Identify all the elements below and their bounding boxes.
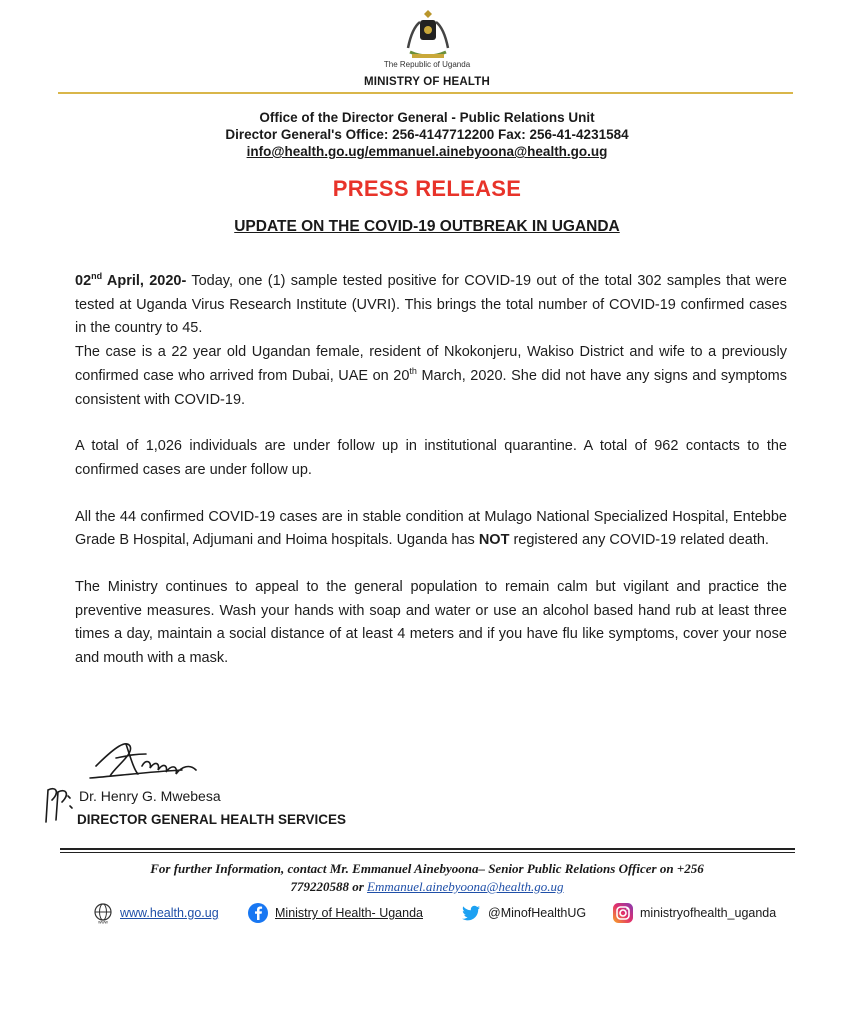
signature-icon — [86, 736, 226, 788]
release-date: 02nd April, 2020- — [75, 271, 187, 289]
footer-info-line-2: 779220588 or Emmanuel.ainebyoona@health.go.ug — [290, 879, 564, 894]
facebook-icon — [247, 902, 269, 924]
website-link[interactable] — [92, 900, 219, 926]
twitter-icon — [460, 902, 482, 924]
office-email-link[interactable]: info@health.go.ug/emmanuel.ainebyoona@health.go.ug — [246, 144, 608, 159]
twitter-link[interactable] — [460, 900, 586, 926]
paragraph-4: All the 44 confirmed COVID-19 cases are in stable condition at Mulago National Specialized Hospital, Entebbe Grade B Hospital, Adjumani and Hoima hospitals. Uganda has NOT registered any COVID-19 related death. — [75, 508, 787, 549]
signatory-name: Dr. Henry G. Mwebesa — [79, 788, 221, 804]
facebook-link[interactable] — [247, 900, 423, 926]
office-contact-block — [0, 109, 854, 160]
footer-contact-info — [0, 860, 854, 896]
coat-of-arms-icon — [402, 8, 454, 62]
paragraph-2: The case is a 22 year old Ugandan female, resident of Nkokonjeru, Wakiso District and wife to a previously confirmed case who arrived from Dubai, UAE on 20th March, 2020. She did not have any signs and symptoms consistent with COVID-19. — [75, 344, 787, 408]
header-divider — [58, 92, 793, 94]
facebook-label: Ministry of Health- Uganda — [275, 906, 423, 920]
footer-email-link[interactable]: Emmanuel.ainebyoona@health.go.ug — [367, 879, 564, 894]
office-line-2: Director General's Office: 256-4147712200 Fax: 256-41-4231584 — [225, 127, 629, 142]
release-body — [75, 270, 787, 671]
paragraph-3: A total of 1,026 individuals are under follow up in institutional quarantine. A total of 962 contacts to the confirmed cases are under follow up. — [75, 438, 787, 478]
instagram-label: ministryofhealth_uganda — [640, 906, 777, 920]
instagram-icon — [612, 902, 634, 924]
globe-icon — [92, 902, 114, 924]
signatory-title: DIRECTOR GENERAL HEALTH SERVICES — [77, 812, 347, 827]
footer-info-line-1: For further Information, contact Mr. Emmanuel Ainebyoona– Senior Public Relations Officer on +256 — [150, 861, 704, 876]
pp-initials-icon — [40, 782, 80, 828]
instagram-link[interactable] — [612, 900, 776, 926]
paragraph-5: The Ministry continues to appeal to the general population to remain calm but vigilant and practice the preventive measures. Wash your hands with soap and water or use an alcohol based hand rub at least three times a day, maintain a social distance of at least 4 meters and if you have flu like symptoms, cover your nose and mouth with a mask. — [75, 579, 787, 667]
website-label: www.health.go.ug — [120, 906, 219, 920]
ministry-title: MINISTRY OF HEALTH — [363, 76, 491, 88]
update-title: UPDATE ON THE COVID-19 OUTBREAK IN UGANDA — [234, 218, 620, 235]
office-line-1: Office of the Director General - Public Relations Unit — [259, 110, 595, 125]
footer-divider-thick — [60, 848, 795, 850]
paragraph-1: 02nd April, 2020- Today, one (1) sample tested positive for COVID-19 out of the total 302 samples that were tested at Uganda Virus Research Institute (UVRI). This brings the total number of COVID-19 confirmed cases in the country to 45. — [75, 271, 787, 337]
footer-divider-thin — [60, 852, 795, 853]
press-release-heading: PRESS RELEASE — [332, 176, 522, 201]
twitter-label: @MinofHealthUG — [488, 906, 587, 920]
svg-text:www: www — [98, 919, 108, 924]
republic-label: The Republic of Uganda — [383, 60, 471, 69]
